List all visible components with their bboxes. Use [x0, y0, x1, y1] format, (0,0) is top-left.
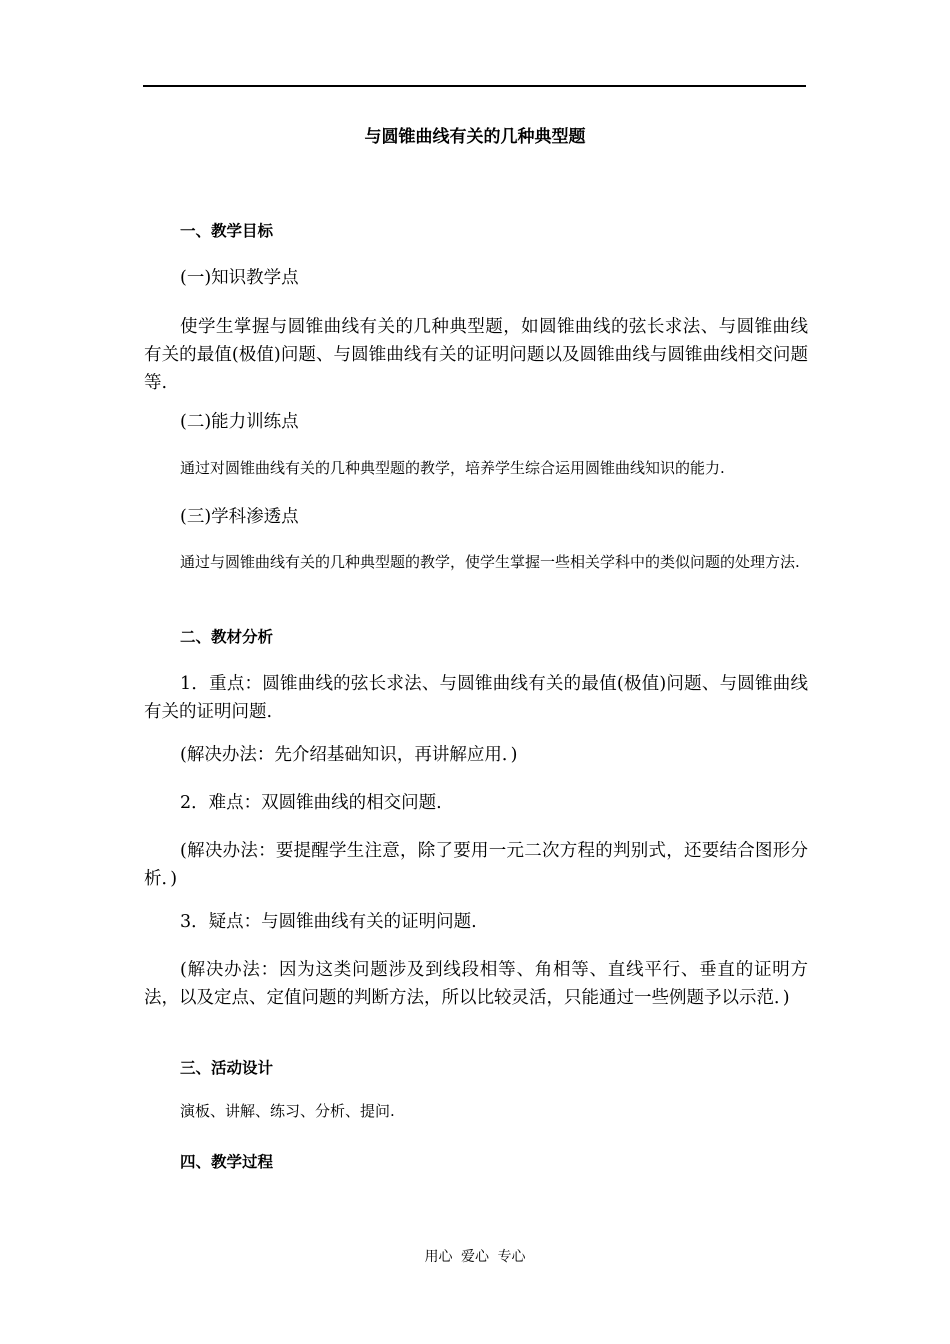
paragraph-discipline: 通过与圆锥曲线有关的几种典型题的教学，使学生掌握一些相关学科中的类似问题的处理方法. — [180, 553, 800, 571]
item-key-point: 1．重点：圆锥曲线的弦长求法、与圆锥曲线有关的最值(极值)问题、与圆锥曲线有关的证明问题. — [144, 674, 808, 722]
paragraph-ability: 通过对圆锥曲线有关的几种典型题的教学，培养学生综合运用圆锥曲线知识的能力. — [180, 459, 725, 477]
item-difficult-point-solution: (解决办法：要提醒学生注意，除了要用一元二次方程的判别式，还要结合图形分析．) — [144, 841, 808, 889]
page-footer: 用心 爱心 专心 — [424, 1249, 526, 1265]
subheading-discipline: (三)学科渗透点 — [180, 507, 299, 527]
item-doubt-point: 3．疑点：与圆锥曲线有关的证明问题. — [180, 912, 477, 932]
section-heading-process: 四、教学过程 — [180, 1153, 274, 1171]
section-heading-objectives: 一、教学目标 — [180, 222, 274, 240]
document-title: 与圆锥曲线有关的几种典型题 — [364, 127, 586, 147]
subheading-ability: (二)能力训练点 — [180, 412, 299, 432]
item-difficult-point: 2．难点：双圆锥曲线的相交问题. — [180, 793, 442, 813]
header-rule — [143, 85, 806, 87]
paragraph-activity: 演板、讲解、练习、分析、提问. — [180, 1102, 395, 1120]
paragraph-knowledge: 使学生掌握与圆锥曲线有关的几种典型题，如圆锥曲线的弦长求法、与圆锥曲线有关的最值(极值)问题、与圆锥曲线有关的证明问题以及圆锥曲线与圆锥曲线相交问题等. — [144, 317, 808, 393]
item-key-point-solution: (解决办法：先介绍基础知识，再讲解应用．) — [180, 745, 518, 765]
item-doubt-point-solution: (解决办法：因为这类问题涉及到线段相等、角相等、直线平行、垂直的证明方法，以及定点、定值问题的判断方法，所以比较灵活，只能通过一些例题予以示范．) — [144, 960, 808, 1008]
subheading-knowledge: (一)知识教学点 — [180, 268, 299, 288]
section-heading-analysis: 二、教材分析 — [180, 628, 274, 646]
section-heading-activity: 三、活动设计 — [180, 1059, 274, 1077]
